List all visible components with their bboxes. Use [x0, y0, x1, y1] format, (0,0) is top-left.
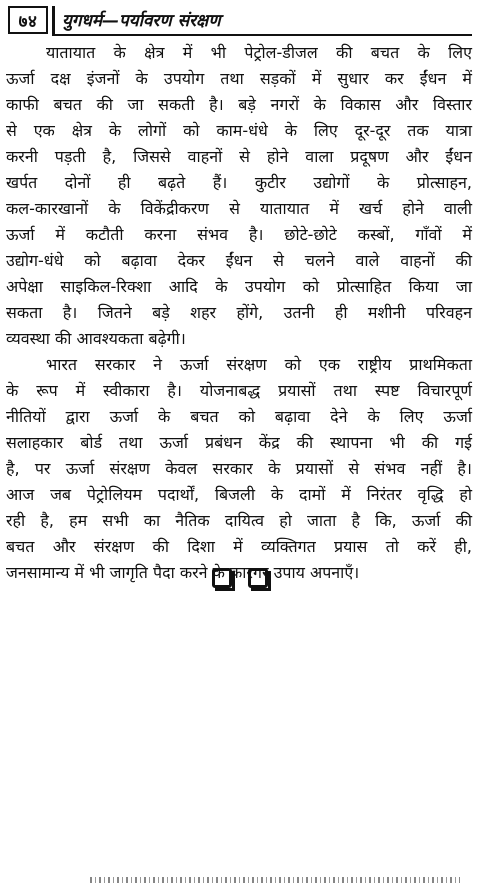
text-line: बचत और संरक्षण की दिशा में व्यक्तिगत प्रयास तो करें ही,: [6, 537, 472, 556]
paragraph-1: [6, 40, 472, 352]
text-line: सकता है। जितने बड़े शहर होंगे, उतनी ही मशीनी परिवहन: [6, 303, 472, 322]
text-line: काफी बचत की जा सकती है। बड़े नगरों के विकास और विस्तार: [6, 95, 472, 114]
body-text: [6, 40, 472, 586]
header-horizontal-rule: [52, 34, 472, 36]
text-line: सलाहकार बोर्ड तथा ऊर्जा प्रबंधन केंद्र की स्थापना भी की गई: [6, 433, 472, 452]
text-line: भारत सरकार ने ऊर्जा संरक्षण को एक राष्ट्रीय प्राथमिकता: [46, 355, 472, 374]
text-line: अपेक्षा साइकिल-रिक्शा आदि के उपयोग को प्रोत्साहित किया जा: [6, 277, 472, 296]
text-line: के रूप में स्वीकारा है। योजनाबद्ध प्रयासों तथा स्पष्ट विचारपूर्ण: [6, 381, 472, 400]
text-line: जनसामान्य में भी जागृति पैदा करने के कारगर उपाय अपनाएँ।: [6, 563, 360, 582]
text-line: है, पर ऊर्जा संरक्षण केवल सरकार के प्रयासों से संभव नहीं है।: [6, 459, 472, 478]
text-line: आज जब पेट्रोलियम पदार्थों, बिजली के दामों में निरंतर वृद्धि हो: [6, 485, 472, 504]
text-line: खर्पत दोनों ही बढ़ते हैं। कुटीर उद्योगों के प्रोत्साहन,: [6, 173, 472, 192]
text-line: यातायात के क्षेत्र में भी पेट्रोल-डीजल की बचत के लिए: [46, 43, 472, 62]
text-line: ऊर्जा में कटौती करना संभव है। छोटे-छोटे कस्बों, गाँवों में: [6, 225, 472, 244]
text-line: ऊर्जा दक्ष इंजनों के उपयोग तथा सड़कों में सुधार कर ईंधन में: [6, 69, 472, 88]
square-ornament-icon: [248, 568, 268, 588]
end-of-chapter-marks: [0, 568, 480, 588]
text-line: नीतियों द्वारा ऊर्जा के बचत को बढ़ावा देने के लिए ऊर्जा: [6, 407, 472, 426]
paragraph-2: [6, 352, 472, 586]
square-ornament-icon: [212, 568, 232, 588]
page-header: [8, 6, 472, 36]
header-vertical-rule: [52, 6, 55, 36]
text-line: उद्योग-धंधे को बढ़ावा देकर ईंधन से चलने वाले वाहनों की: [6, 251, 472, 270]
text-line: करनी पड़ती है, जिससे वाहनों से होने वाला प्रदूषण और ईंधन: [6, 147, 472, 166]
text-line: रही है, हम सभी का नैतिक दायित्व हो जाता है कि, ऊर्जा की: [6, 511, 472, 530]
text-line: से एक क्षेत्र के लोगों को काम-धंधे के लिए दूर-दूर तक यात्रा: [6, 121, 472, 140]
scan-edge-artifact: [90, 877, 460, 883]
text-line: कल-कारखानों के विकेंद्रीकरण से यातायात में खर्च होने वाली: [6, 199, 472, 218]
running-title: युगधर्म—पर्यावरण संरक्षण: [62, 11, 221, 31]
page-number: ७४: [8, 6, 48, 34]
text-line: व्यवस्था की आवश्यकता बढ़ेगी।: [6, 329, 186, 348]
